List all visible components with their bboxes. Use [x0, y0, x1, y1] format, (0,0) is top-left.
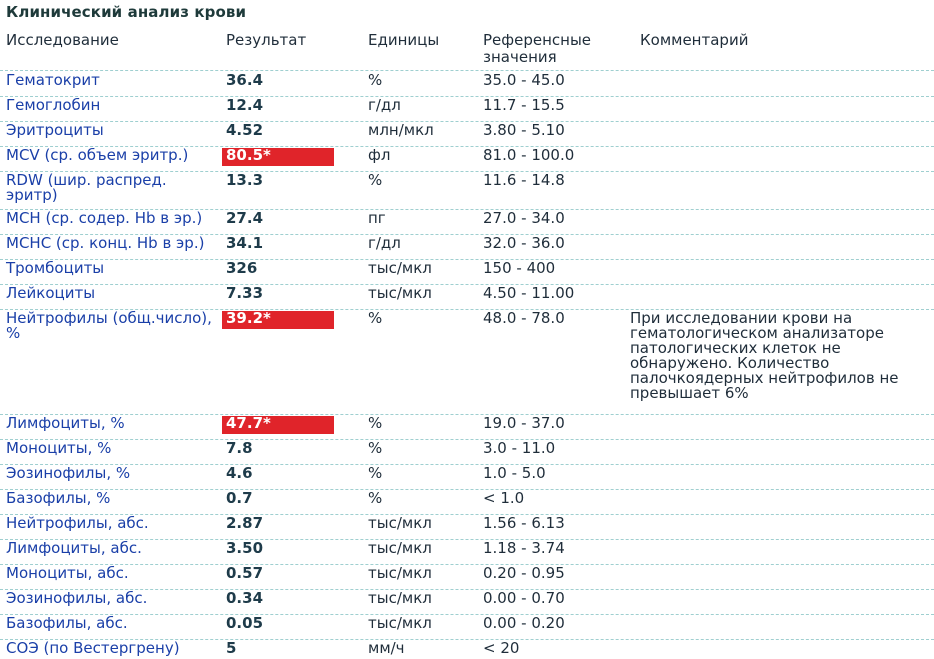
units: тыс/мкл — [368, 589, 432, 607]
units: тыс/мкл — [368, 564, 432, 582]
header-result: Результат — [226, 31, 307, 49]
page-title: Клинический анализ крови — [6, 3, 247, 21]
units: тыс/мкл — [368, 259, 432, 277]
table-row — [0, 121, 934, 146]
table-row — [0, 309, 934, 414]
units: тыс/мкл — [368, 514, 432, 532]
table-row — [0, 539, 934, 564]
result-value: 3.50 — [226, 539, 264, 557]
table-row — [0, 489, 934, 514]
analyte-name: Лейкоциты — [6, 284, 96, 302]
result-value: 4.6 — [226, 464, 253, 482]
analyte-name: Базофилы, абс. — [6, 614, 128, 632]
table-row — [0, 146, 934, 171]
header-name: Исследование — [6, 31, 119, 49]
analyte-name: RDW (шир. распред. эритр) — [6, 171, 167, 204]
header-reference-line2: значения — [483, 48, 557, 66]
result-value: 47.7* — [222, 416, 334, 434]
units: % — [368, 71, 383, 89]
table-row — [0, 71, 934, 96]
table-row — [0, 234, 934, 259]
units: % — [368, 309, 383, 327]
table-row — [0, 284, 934, 309]
reference-range: 35.0 - 45.0 — [483, 71, 565, 89]
result-value: 326 — [226, 259, 258, 277]
units: тыс/мкл — [368, 614, 432, 632]
analyte-name: Лимфоциты, абс. — [6, 539, 142, 557]
reference-range: 19.0 - 37.0 — [483, 414, 565, 432]
table-row — [0, 414, 934, 439]
header-reference: Референсные — [483, 31, 592, 49]
table-row — [0, 259, 934, 284]
analyte-name: Нейтрофилы, абс. — [6, 514, 149, 532]
table-row — [0, 589, 934, 614]
result-value: 0.05 — [226, 614, 264, 632]
reference-range: 48.0 - 78.0 — [483, 309, 565, 327]
reference-range: 11.6 - 14.8 — [483, 171, 565, 189]
units: фл — [368, 146, 391, 164]
units: % — [368, 171, 383, 189]
result-value: 13.3 — [226, 171, 264, 189]
units: тыс/мкл — [368, 284, 432, 302]
analyte-name: Моноциты, абс. — [6, 564, 129, 582]
reference-range: 11.7 - 15.5 — [483, 96, 565, 114]
table-row — [0, 639, 934, 656]
result-value: 0.7 — [226, 489, 253, 507]
result-value: 36.4 — [226, 71, 264, 89]
table-row — [0, 614, 934, 639]
units: % — [368, 464, 383, 482]
units: тыс/мкл — [368, 539, 432, 557]
units: г/дл — [368, 96, 401, 114]
reference-range: 27.0 - 34.0 — [483, 209, 565, 227]
reference-range: 150 - 400 — [483, 259, 556, 277]
result-value: 27.4 — [226, 209, 264, 227]
analyte-name: Моноциты, % — [6, 439, 112, 457]
analyte-name: Базофилы, % — [6, 489, 111, 507]
comment: При исследовании крови на гематологическом анализаторе патологических клеток не обнаружено. Количество палочкоядерных нейтрофилов не превышает 6% — [630, 309, 899, 402]
reference-range: < 20 — [483, 639, 520, 657]
units: % — [368, 414, 383, 432]
reference-range: < 1.0 — [483, 489, 525, 507]
result-value: 34.1 — [226, 234, 264, 252]
result-value: 4.52 — [226, 121, 264, 139]
header-units: Единицы — [368, 31, 440, 49]
result-value: 7.33 — [226, 284, 264, 302]
units: % — [368, 489, 383, 507]
result-value: 12.4 — [226, 96, 264, 114]
reference-range: 1.18 - 3.74 — [483, 539, 565, 557]
table-header — [0, 32, 934, 72]
table-row — [0, 209, 934, 234]
table-row — [0, 171, 934, 209]
analyte-name: Лимфоциты, % — [6, 414, 125, 432]
table-row — [0, 564, 934, 589]
reference-range: 3.0 - 11.0 — [483, 439, 556, 457]
reference-range: 3.80 - 5.10 — [483, 121, 565, 139]
analyte-name: Нейтрофилы (общ.число), % — [6, 309, 212, 342]
analyte-name: MCHC (ср. конц. Hb в эр.) — [6, 234, 205, 252]
table-row — [0, 96, 934, 121]
result-value: 0.34 — [226, 589, 264, 607]
reference-range: 32.0 - 36.0 — [483, 234, 565, 252]
table-row — [0, 439, 934, 464]
reference-range: 81.0 - 100.0 — [483, 146, 575, 164]
analyte-name: СОЭ (по Вестергрену) — [6, 639, 180, 657]
table-row — [0, 464, 934, 489]
result-value: 5 — [226, 639, 237, 657]
units: пг — [368, 209, 386, 227]
analyte-name: Эозинофилы, абс. — [6, 589, 148, 607]
analyte-name: Гематокрит — [6, 71, 100, 89]
result-value: 7.8 — [226, 439, 253, 457]
analyte-name: Эритроциты — [6, 121, 104, 139]
result-value: 0.57 — [226, 564, 264, 582]
analyte-name: MCH (ср. содер. Hb в эр.) — [6, 209, 203, 227]
units: г/дл — [368, 234, 401, 252]
units: млн/мкл — [368, 121, 434, 139]
reference-range: 1.0 - 5.0 — [483, 464, 546, 482]
reference-range: 4.50 - 11.00 — [483, 284, 575, 302]
analyte-name: MCV (ср. объем эритр.) — [6, 146, 189, 164]
result-value: 2.87 — [226, 514, 264, 532]
analyte-name: Тромбоциты — [6, 259, 105, 277]
units: % — [368, 439, 383, 457]
reference-range: 0.00 - 0.20 — [483, 614, 565, 632]
reference-range: 0.00 - 0.70 — [483, 589, 565, 607]
header-comment: Комментарий — [640, 31, 749, 49]
reference-range: 1.56 - 6.13 — [483, 514, 565, 532]
analyte-name: Гемоглобин — [6, 96, 101, 114]
analyte-name: Эозинофилы, % — [6, 464, 131, 482]
result-value: 80.5* — [222, 148, 334, 166]
units: мм/ч — [368, 639, 405, 657]
table-row — [0, 514, 934, 539]
reference-range: 0.20 - 0.95 — [483, 564, 565, 582]
result-value: 39.2* — [222, 311, 334, 329]
